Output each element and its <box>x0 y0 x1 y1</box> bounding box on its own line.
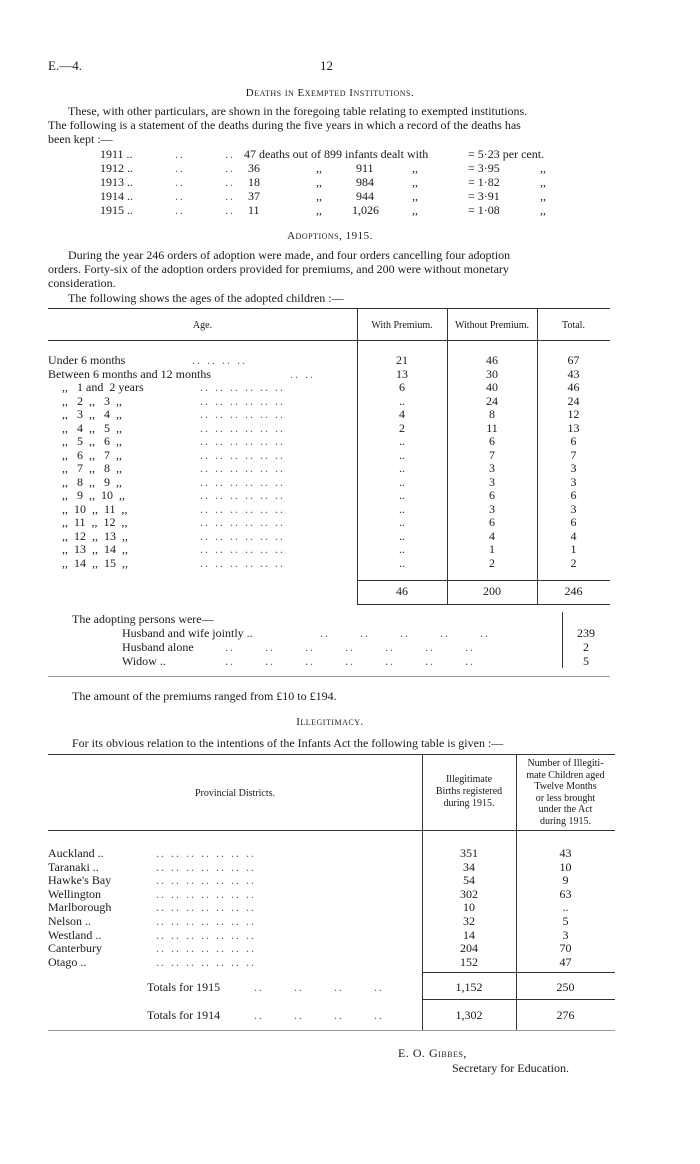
total-value: 3 <box>570 461 577 475</box>
adoptions-para-line-1: During the year 246 orders of adoption were made, and four orders cancelling four adoption <box>68 248 511 262</box>
ditto-mark: ,, <box>412 161 418 175</box>
brought-under-act-value: 3 <box>562 927 569 942</box>
totals-label: Totals for 1914 <box>147 1008 221 1022</box>
with-premium-value: .. <box>399 488 405 502</box>
without-premium-value: 40 <box>486 380 498 394</box>
illegitimate-births-value: 10 <box>463 900 475 915</box>
deaths-percentage: = 3·95 <box>468 161 500 175</box>
totals-brought: 250 <box>556 980 575 994</box>
without-premium-value: 24 <box>486 393 498 408</box>
age-label: ,, 10 ,, 11 ,, <box>62 501 128 516</box>
brought-header-line: during 1915. <box>539 815 592 827</box>
adopting-persons-intro: The adopting persons were— <box>72 612 214 626</box>
ditto-mark: ,, <box>316 161 322 175</box>
brought-header-line: under the Act <box>538 804 593 815</box>
without-premium-value: 1 <box>489 542 495 556</box>
leader-dots: .. .. .. .. .. .. .. <box>156 886 256 901</box>
age-label: ,, 4 ,, 5 ,, <box>62 420 122 435</box>
infants-count: 984 <box>356 175 374 189</box>
brought-under-act-column-header <box>516 758 615 827</box>
leader-dots: .. .. .. .. .. .. <box>200 488 285 502</box>
brought-under-act-value: 70 <box>559 941 572 956</box>
leader-dots: .. .. .. .. <box>254 1008 384 1022</box>
leader-dots: .. .. .. .. .. .. .. <box>156 914 256 928</box>
births-header-line: Illegitimate <box>445 774 493 785</box>
with-premium-value: .. <box>399 528 405 543</box>
deaths-year: 1914 .. <box>100 189 133 203</box>
without-premium-value: 7 <box>489 447 495 462</box>
deaths-count: 18 <box>248 175 260 189</box>
age-label: ,, 5 ,, 6 ,, <box>62 434 122 448</box>
with-premium-value: .. <box>399 515 405 529</box>
with-premium-value: .. <box>399 501 405 516</box>
leader-dots: .. .. .. .. .. .. <box>200 555 285 570</box>
without-premium-value: 8 <box>489 407 495 421</box>
age-label: Between 6 months and 12 months <box>48 366 211 381</box>
total-value: 6 <box>570 434 577 448</box>
grand-total: 246 <box>564 584 583 598</box>
illegitimacy-intro: For its obvious relation to the intentions of the Infants Act the following table is given :— <box>72 736 504 750</box>
adopting-value: 2 <box>583 640 589 654</box>
leader-dots: .. .. .. .. <box>254 980 384 994</box>
deaths-percentage: = 5·23 per cent. <box>468 147 545 161</box>
district-name: Canterbury <box>48 941 102 956</box>
brought-under-act-value: .. <box>562 900 569 915</box>
age-label: ,, 1 and 2 years <box>62 380 144 394</box>
infants-count: 911 <box>356 161 374 175</box>
district-name: Hawke's Bay <box>48 873 112 888</box>
signatory-title: Secretary for Education. <box>452 1061 569 1075</box>
total-value: 67 <box>567 353 580 367</box>
illegitimate-births-value: 34 <box>463 859 475 874</box>
with-premium-value: .. <box>399 447 405 462</box>
with-premium-value: .. <box>399 393 405 408</box>
leader-dots: .. .. .. .. .. .. <box>200 461 285 475</box>
leader-dots: .. .. .. .. .. .. .. <box>225 640 475 654</box>
total-column-header: Total. <box>562 320 585 331</box>
without-premium-value: 6 <box>489 515 495 529</box>
brought-header-line: Number of Illegiti- <box>527 758 604 769</box>
infants-count: 1,026 <box>352 203 379 217</box>
leader-dots: .. .. .. .. .. .. .. <box>225 654 475 668</box>
adoptions-heading: Adoptions, 1915. <box>287 230 373 242</box>
without-premium-value: 46 <box>486 353 498 367</box>
age-label: ,, 13 ,, 14 ,, <box>62 542 128 556</box>
without-premium-value: 30 <box>486 366 498 381</box>
illegitimate-births-value: 302 <box>460 886 478 901</box>
brought-under-act-value: 5 <box>562 914 569 928</box>
with-premium-value: .. <box>399 555 405 570</box>
leader-dots: .. .. .. .. .. .. <box>200 434 285 448</box>
illegitimate-births-value: 32 <box>463 914 475 928</box>
total-value: 4 <box>570 528 577 543</box>
with-premium-column-header: With Premium. <box>371 320 433 331</box>
page-number: 12 <box>320 58 333 73</box>
ditto-mark: ,, <box>412 203 418 217</box>
total-value: 13 <box>567 420 580 435</box>
with-premium-value: 2 <box>399 420 405 435</box>
leader-dots: .. .. .. .. .. .. .. <box>156 846 256 860</box>
with-premium-value: .. <box>399 542 405 556</box>
deaths-percentage: = 1·82 <box>468 175 500 189</box>
ditto-mark: ,, <box>412 189 418 203</box>
without-premium-value: 4 <box>489 528 495 543</box>
brought-under-act-value: 10 <box>559 859 572 874</box>
illegitimacy-heading: Illegitimacy. <box>296 716 364 728</box>
without-premium-column-header: Without Premium. <box>454 320 530 331</box>
with-premium-value: .. <box>399 461 405 475</box>
births-header-line: during 1915. <box>443 798 495 809</box>
total-value: 2 <box>570 555 577 570</box>
deaths-count: 37 <box>248 189 260 203</box>
deaths-year: 1912 .. <box>100 161 133 175</box>
with-premium-value: 13 <box>396 366 408 381</box>
leader-dots: .. .. .. .. .. .. .. <box>156 927 256 942</box>
deaths-intro-line-1: These, with other particulars, are shown in the foregoing table relating to exempted institutions. <box>68 104 528 118</box>
adoptions-para-line-3: consideration. <box>48 276 116 290</box>
age-label: ,, 12 ,, 13 ,, <box>62 528 128 543</box>
district-name: Westland .. <box>48 927 102 942</box>
ditto-mark: ,, <box>540 175 546 189</box>
leader-dots: .. .. <box>175 161 235 175</box>
leader-dots: .. .. .. .. .. .. <box>200 515 285 529</box>
district-name: Auckland .. <box>48 846 104 860</box>
districts-column-header: Provincial Districts. <box>195 788 275 799</box>
leader-dots: .. .. .. .. <box>192 353 247 367</box>
total-value: 3 <box>570 474 577 489</box>
ditto-mark: ,, <box>412 175 418 189</box>
leader-dots: .. .. .. .. .. .. <box>200 407 285 421</box>
brought-header-line: mate Children aged <box>526 769 605 781</box>
leader-dots: .. .. <box>175 147 235 161</box>
leader-dots: .. .. .. .. .. .. <box>200 542 285 556</box>
leader-dots: .. .. .. .. .. .. .. <box>156 873 256 888</box>
ditto-mark: ,, <box>540 161 546 175</box>
without-premium-value: 2 <box>489 555 495 570</box>
with-premium-value: .. <box>399 434 405 448</box>
illegitimate-births-value: 204 <box>460 941 478 956</box>
illegitimate-births-value: 54 <box>463 873 475 888</box>
age-label: ,, 6 ,, 7 ,, <box>62 447 122 462</box>
leader-dots: .. .. .. .. .. .. <box>200 528 285 543</box>
illegitimate-births-value: 351 <box>460 846 478 860</box>
totals-births: 1,302 <box>455 1008 483 1022</box>
with-premium-value: 6 <box>399 380 405 394</box>
adopting-value: 239 <box>577 626 595 640</box>
signatory-name: E. O. Gibbes, <box>398 1046 467 1060</box>
deaths-percentage: = 3·91 <box>468 189 500 203</box>
without-premium-value: 3 <box>489 501 495 516</box>
infants-count: 944 <box>356 189 374 203</box>
total-value: 6 <box>570 488 577 502</box>
births-column-header <box>422 774 516 810</box>
leader-dots: .. .. .. .. .. .. .. <box>156 954 256 969</box>
illegitimate-births-value: 152 <box>460 954 478 969</box>
leader-dots: .. .. .. .. .. .. <box>200 447 285 462</box>
deaths-year: 1913 .. <box>100 175 133 189</box>
ditto-mark: ,, <box>540 203 546 217</box>
age-column-header: Age. <box>192 320 213 331</box>
adoptions-para-line-2: orders. Forty-six of the adoption orders provided for premiums, and 200 were without monetary <box>48 262 509 276</box>
without-premium-total: 200 <box>483 584 501 598</box>
deaths-count: 47 deaths out of 899 infants dealt with <box>244 147 429 161</box>
deaths-year: 1911 .. <box>100 147 133 161</box>
age-label: Under 6 months <box>48 353 126 367</box>
ditto-mark: ,, <box>316 189 322 203</box>
deaths-percentage: = 1·08 <box>468 203 500 217</box>
illegitimate-births-value: 14 <box>463 927 475 942</box>
total-value: 1 <box>570 542 577 556</box>
total-value: 3 <box>570 501 577 516</box>
ditto-mark: ,, <box>540 189 546 203</box>
with-premium-value: 21 <box>396 353 408 367</box>
deaths-count: 36 <box>248 161 260 175</box>
leader-dots: .. .. <box>175 189 235 203</box>
brought-under-act-value: 43 <box>559 846 572 860</box>
leader-dots: .. .. .. .. .. .. .. <box>156 859 256 874</box>
with-premium-total: 46 <box>396 584 408 598</box>
with-premium-value: 4 <box>399 407 405 421</box>
premiums-range-note: The amount of the premiums ranged from £10 to £194. <box>72 689 337 703</box>
total-value: 6 <box>570 515 577 529</box>
totals-births: 1,152 <box>455 980 483 994</box>
age-label: ,, 14 ,, 15 ,, <box>62 555 128 570</box>
district-name: Wellington <box>48 886 102 901</box>
leader-dots: .. .. .. .. .. .. .. <box>156 900 256 915</box>
leader-dots: .. .. .. .. .. .. .. <box>156 941 256 956</box>
district-name: Marlborough <box>48 900 112 915</box>
with-premium-value: .. <box>399 474 405 489</box>
age-label: ,, 8 ,, 9 ,, <box>62 474 122 489</box>
adoptions-para-line-4: The following shows the ages of the adopted children :— <box>68 291 344 305</box>
adopting-label: Widow .. <box>122 654 166 668</box>
totals-brought: 276 <box>556 1008 575 1022</box>
document-reference: E.—4. <box>48 58 82 73</box>
total-value: 24 <box>567 393 580 408</box>
leader-dots: .. .. .. .. .. .. <box>200 474 285 489</box>
age-label: ,, 9 ,, 10 ,, <box>62 488 125 502</box>
ditto-mark: ,, <box>316 203 322 217</box>
district-name: Otago .. <box>48 954 87 969</box>
age-label: ,, 2 ,, 3 ,, <box>62 393 122 408</box>
without-premium-value: 6 <box>489 434 495 448</box>
deaths-intro-line-2: The following is a statement of the deaths during the five years in which a record of the deaths has <box>48 118 521 132</box>
total-value: 43 <box>567 366 580 381</box>
brought-under-act-value: 63 <box>559 886 572 901</box>
leader-dots: .. .. .. .. .. <box>320 626 490 640</box>
leader-dots: .. .. .. .. .. .. <box>200 393 285 408</box>
brought-under-act-value: 47 <box>559 954 572 969</box>
without-premium-value: 11 <box>486 420 498 435</box>
leader-dots: .. .. <box>175 203 235 217</box>
deaths-count: 11 <box>248 203 260 217</box>
ditto-mark: ,, <box>316 175 322 189</box>
leader-dots: .. .. <box>175 175 235 189</box>
district-name: Nelson .. <box>48 914 91 928</box>
brought-header-line: Twelve Months <box>534 781 597 792</box>
without-premium-value: 3 <box>489 474 495 489</box>
adopting-label: Husband and wife jointly .. <box>122 626 253 640</box>
age-label: ,, 7 ,, 8 ,, <box>62 461 122 475</box>
leader-dots: .. .. .. .. .. .. <box>200 420 285 435</box>
age-label: ,, 3 ,, 4 ,, <box>62 407 122 421</box>
adopting-value: 5 <box>583 654 589 668</box>
leader-dots: .. .. .. .. .. .. <box>200 501 285 516</box>
adopting-label: Husband alone <box>122 640 194 654</box>
total-value: 7 <box>570 447 577 462</box>
births-header-line: Births registered <box>435 786 503 797</box>
district-name: Taranaki .. <box>48 859 99 874</box>
totals-label: Totals for 1915 <box>147 980 221 994</box>
deaths-intro-line-3: been kept :— <box>48 132 113 146</box>
deaths-year: 1915 .. <box>100 203 133 217</box>
brought-header-line: or less brought <box>535 792 596 804</box>
without-premium-value: 3 <box>489 461 495 475</box>
brought-under-act-value: 9 <box>562 873 569 888</box>
leader-dots: .. .. .. .. .. .. <box>200 380 285 394</box>
deaths-heading: Deaths in Exempted Institutions. <box>245 87 415 99</box>
leader-dots: .. .. <box>290 366 315 381</box>
total-value: 46 <box>567 380 580 394</box>
without-premium-value: 6 <box>489 488 495 502</box>
age-label: ,, 11 ,, 12 ,, <box>62 515 128 529</box>
total-value: 12 <box>567 407 580 421</box>
